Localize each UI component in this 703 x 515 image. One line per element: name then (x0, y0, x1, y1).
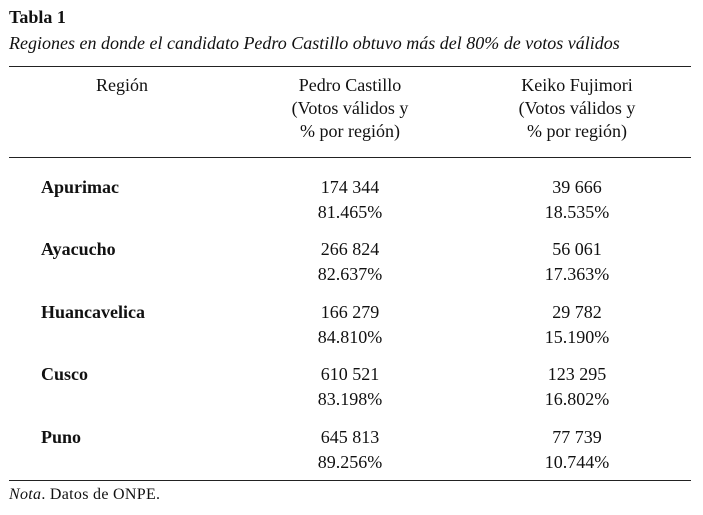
fujimori-percent: 18.535% (544, 202, 610, 222)
fujimori-votes: 77 739 (552, 427, 602, 447)
row-region-name: Ayacucho (41, 239, 116, 259)
castillo-cell (250, 425, 450, 475)
castillo-votes: 174 344 (320, 177, 380, 197)
row-region-name: Puno (41, 427, 82, 447)
table-note (9, 485, 160, 505)
header-rule (9, 157, 691, 158)
fujimori-percent: 15.190% (544, 327, 610, 347)
header-castillo-line-3: % por región) (300, 121, 400, 141)
table-row (0, 237, 703, 287)
castillo-votes: 166 279 (320, 302, 380, 322)
fujimori-cell (477, 362, 677, 412)
castillo-percent: 83.198% (317, 389, 383, 409)
header-castillo-line-1: Pedro Castillo (298, 75, 402, 95)
castillo-percent: 82.637% (317, 264, 383, 284)
bottom-rule (9, 480, 691, 481)
fujimori-percent: 10.744% (544, 452, 610, 472)
castillo-percent: 89.256% (317, 452, 383, 472)
fujimori-cell (477, 237, 677, 287)
castillo-votes: 645 813 (320, 427, 380, 447)
table-caption: Regiones en donde el candidato Pedro Castillo obtuvo más del 80% de votos válidos (9, 33, 620, 53)
header-region-label: Región (96, 75, 148, 95)
table-label: Tabla 1 (9, 7, 66, 27)
top-rule (9, 66, 691, 67)
fujimori-votes: 56 061 (552, 239, 602, 259)
castillo-percent: 81.465% (317, 202, 383, 222)
fujimori-cell (477, 300, 677, 350)
table-row (0, 175, 703, 225)
castillo-cell (250, 175, 450, 225)
header-fujimori (477, 74, 677, 143)
header-castillo (250, 74, 450, 143)
row-region-name: Cusco (41, 364, 89, 384)
note-label: Nota (9, 486, 42, 503)
fujimori-percent: 17.363% (544, 264, 610, 284)
fujimori-cell (477, 175, 677, 225)
header-fujimori-line-2: (Votos válidos y (518, 98, 636, 118)
castillo-percent: 84.810% (317, 327, 383, 347)
fujimori-votes: 29 782 (552, 302, 602, 322)
castillo-cell (250, 237, 450, 287)
castillo-cell (250, 300, 450, 350)
table-row (0, 362, 703, 412)
header-region (62, 74, 182, 97)
table-row (0, 425, 703, 475)
row-region-name: Huancavelica (41, 302, 145, 322)
row-region-name: Apurimac (41, 177, 119, 197)
note-text: . Datos de ONPE. (41, 486, 161, 503)
castillo-votes: 610 521 (320, 364, 380, 384)
castillo-cell (250, 362, 450, 412)
header-fujimori-line-3: % por región) (527, 121, 627, 141)
header-fujimori-line-1: Keiko Fujimori (521, 75, 633, 95)
table-row (0, 300, 703, 350)
header-castillo-line-2: (Votos válidos y (291, 98, 409, 118)
fujimori-percent: 16.802% (544, 389, 610, 409)
castillo-votes: 266 824 (320, 239, 380, 259)
fujimori-votes: 39 666 (552, 177, 602, 197)
fujimori-votes: 123 295 (547, 364, 607, 384)
fujimori-cell (477, 425, 677, 475)
